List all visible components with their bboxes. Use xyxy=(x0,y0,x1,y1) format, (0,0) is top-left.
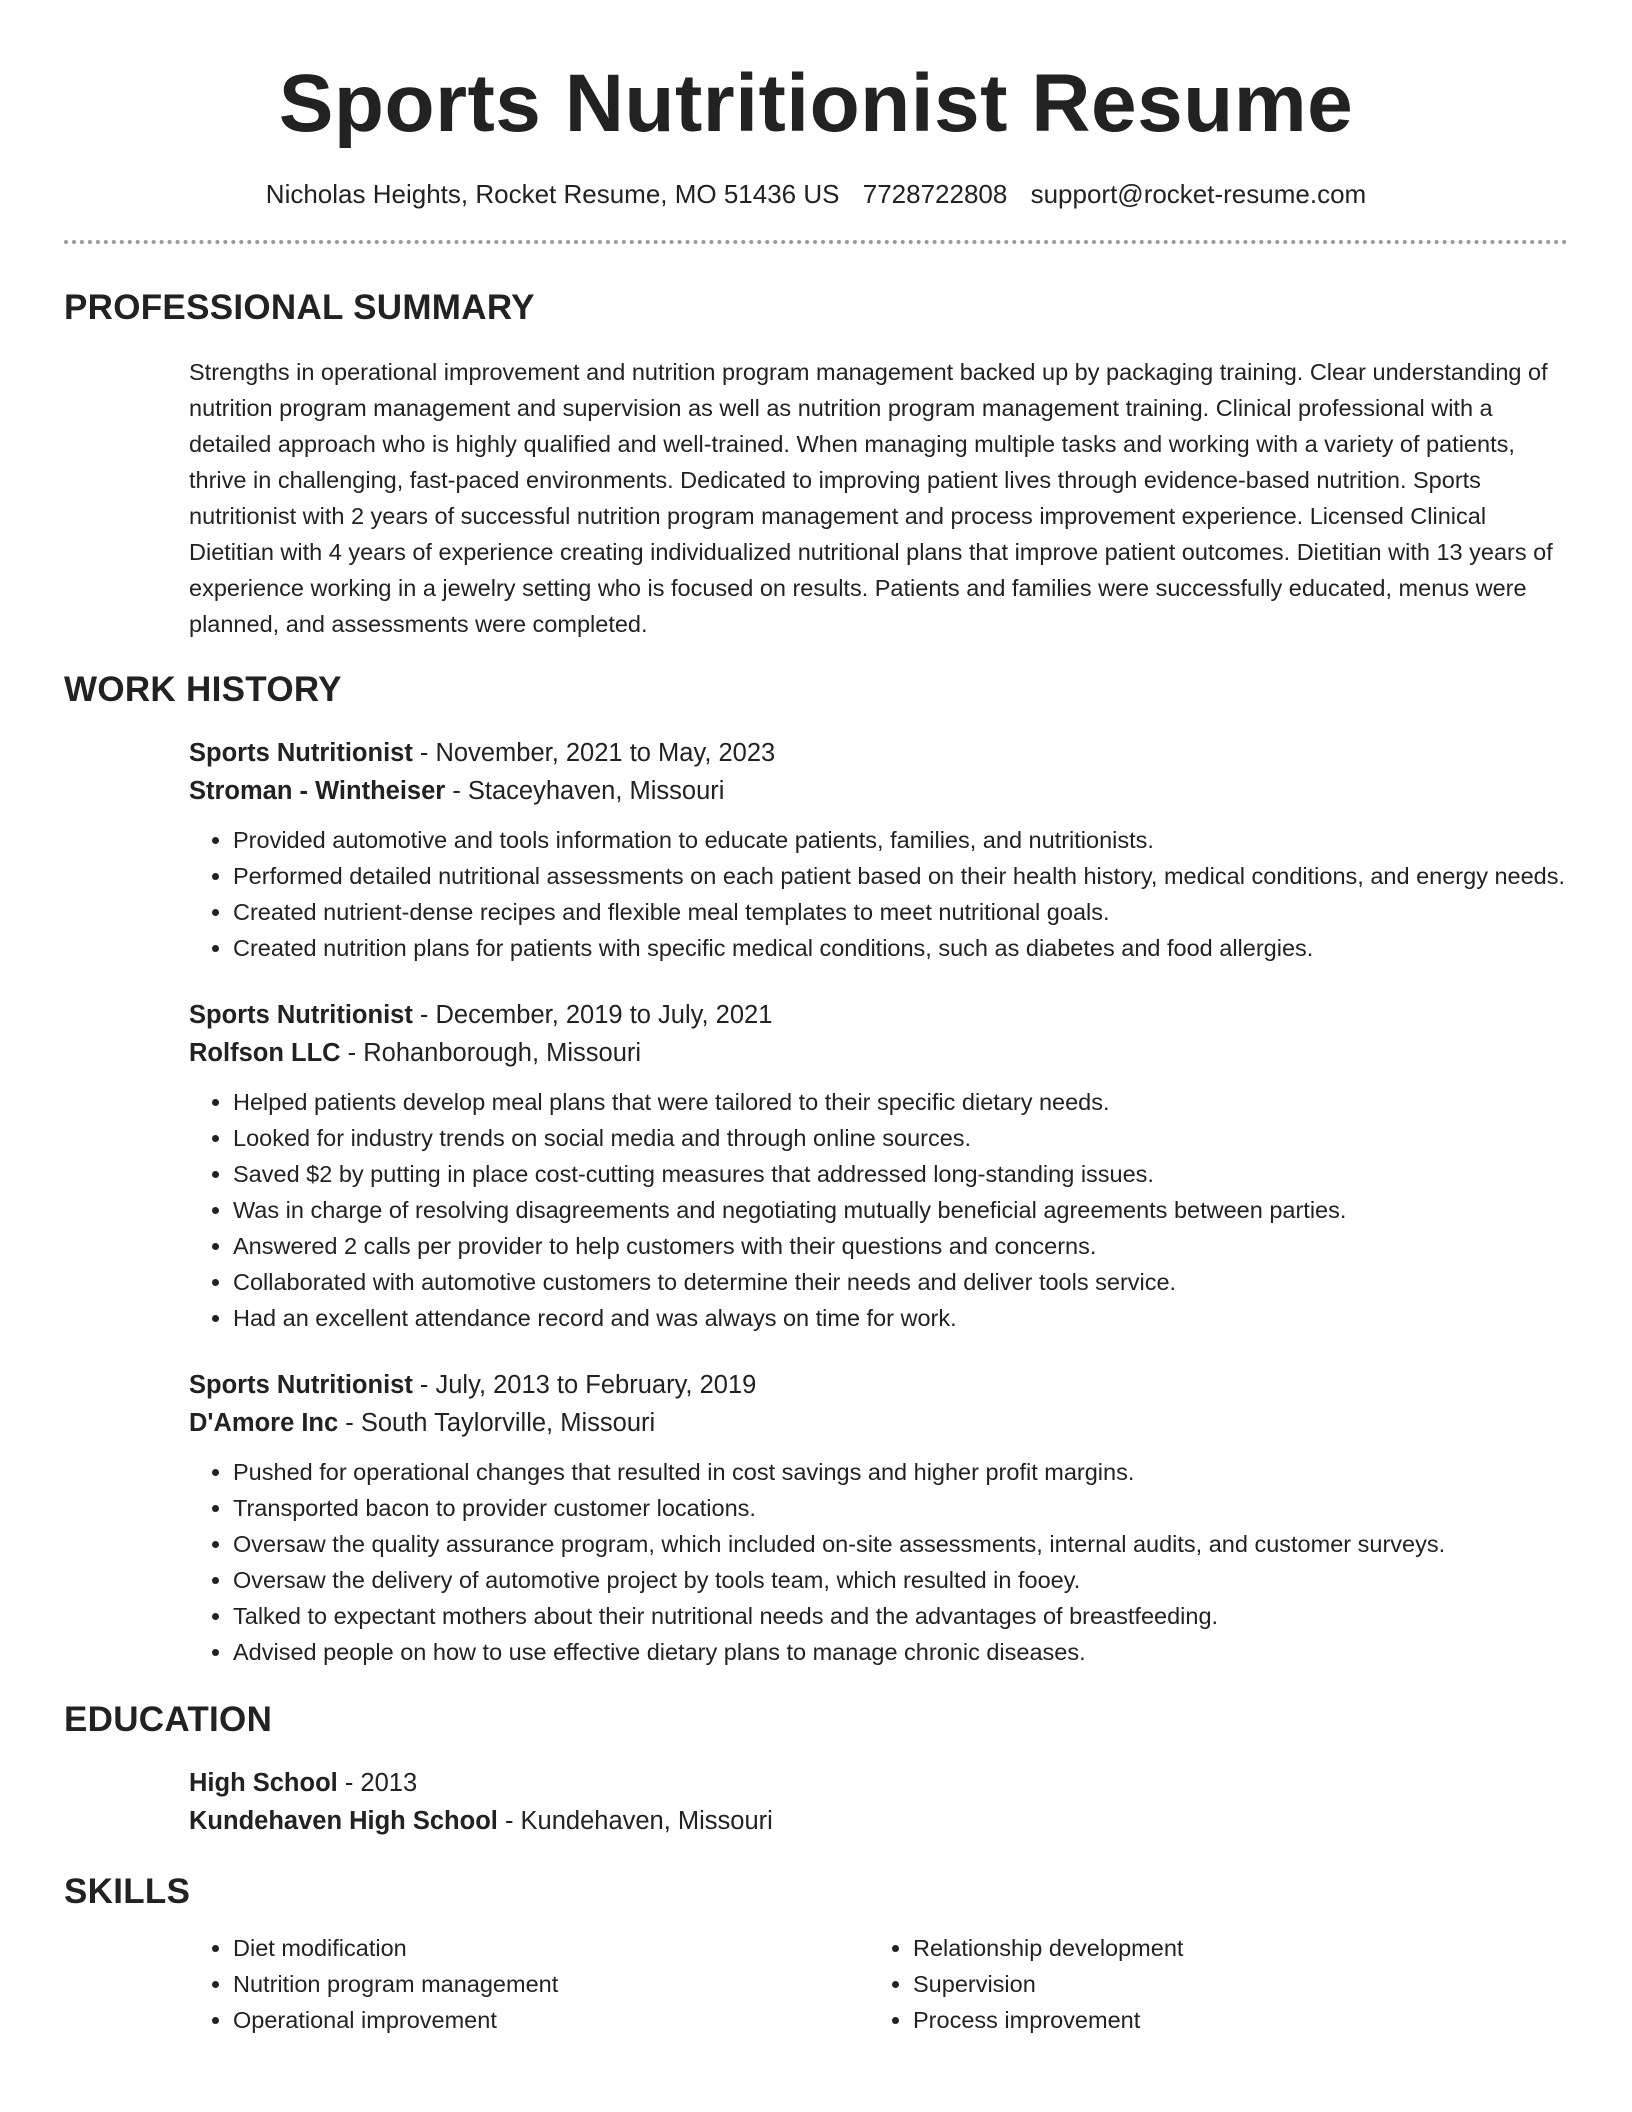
job-location: - Rohanborough, Missouri xyxy=(340,1039,642,1067)
job-bullet: • Answered 2 calls per provider to help customers with their questions and concerns. xyxy=(233,1228,1568,1264)
work-history-heading: WORK HISTORY xyxy=(64,670,342,709)
education-school: Kundehaven High School xyxy=(189,1807,498,1835)
job-company: D'Amore Inc xyxy=(189,1409,339,1437)
resume-page xyxy=(64,0,1568,2038)
job-bullet: • Talked to expectant mothers about their nutritional needs and the advantages of breastfeeding. xyxy=(233,1598,1568,1634)
job-company-line xyxy=(189,772,1568,810)
job-title-line xyxy=(189,1366,1568,1404)
job-title: Sports Nutritionist xyxy=(189,1371,413,1399)
job-title: Sports Nutritionist xyxy=(189,1001,413,1029)
job-entry xyxy=(189,996,1568,1336)
skills-column-left xyxy=(189,1930,869,2038)
job-bullet: • Oversaw the delivery of automotive project by tools team, which resulted in fooey. xyxy=(233,1562,1568,1598)
job-company: Rolfson LLC xyxy=(189,1039,341,1067)
job-location: - Staceyhaven, Missouri xyxy=(445,777,725,805)
job-bullet: • Performed detailed nutritional assessments on each patient based on their health history, medical conditions, and energy needs. xyxy=(233,858,1568,894)
job-bullets xyxy=(189,1084,1568,1336)
education-degree-line xyxy=(189,1764,1568,1802)
resume-title: Sports Nutritionist Resume xyxy=(278,58,1354,149)
header-divider xyxy=(64,240,1568,244)
job-bullet: • Helped patients develop meal plans that were tailored to their specific dietary needs. xyxy=(233,1084,1568,1120)
summary-text: Strengths in operational improvement and nutrition program management backed up by packaging training. Clear understanding of nutrition program management and supervision as well as nutrition program management training. Clinical professional with a detailed approach who is highly qualified and well-trained. When managing multiple tasks and working with a variety of patients, thrive in challenging, fast-paced environments. Dedicated to improving patient lives through evidence-based nutrition. Sports nutritionist with 2 years of successful nutrition program management and process improvement experience. Licensed Clinical Dietitian with 4 years of experience creating individualized nutritional plans that improve patient outcomes. Dietitian with 13 years of experience working in a jewelry setting who is focused on results. Patients and families were successfully educated, menus were planned, and assessments were completed. xyxy=(189,359,1553,637)
job-bullet: • Had an excellent attendance record and was always on time for work. xyxy=(233,1300,1568,1336)
job-bullet: • Pushed for operational changes that resulted in cost savings and higher profit margins. xyxy=(233,1454,1568,1490)
skill-item: • Supervision xyxy=(913,1966,1549,2002)
job-bullets xyxy=(189,822,1568,966)
job-bullet: • Collaborated with automotive customers to determine their needs and deliver tools service. xyxy=(233,1264,1568,1300)
education-degree: High School xyxy=(189,1769,338,1797)
skill-item: • Operational improvement xyxy=(233,2002,869,2038)
job-bullets xyxy=(189,1454,1568,1670)
contact-line xyxy=(64,178,1568,210)
job-bullet: • Was in charge of resolving disagreements and negotiating mutually beneficial agreements between parties. xyxy=(233,1192,1568,1228)
job-bullet: • Provided automotive and tools information to educate patients, families, and nutritionists. xyxy=(233,822,1568,858)
job-company: Stroman - Wintheiser xyxy=(189,777,446,805)
job-title-line xyxy=(189,996,1568,1034)
job-bullet: • Created nutrient-dense recipes and flexible meal templates to meet nutritional goals. xyxy=(233,894,1568,930)
job-entry xyxy=(189,1366,1568,1670)
contact-email: support@rocket-resume.com xyxy=(1030,179,1367,209)
job-dates: - July, 2013 to February, 2019 xyxy=(412,1371,757,1399)
job-title: Sports Nutritionist xyxy=(189,739,413,767)
job-dates: - November, 2021 to May, 2023 xyxy=(412,739,776,767)
job-bullet: • Oversaw the quality assurance program, which included on-site assessments, internal audits, and customer surveys. xyxy=(233,1526,1568,1562)
job-bullet: • Looked for industry trends on social media and through online sources. xyxy=(233,1120,1568,1156)
job-bullet: • Saved $2 by putting in place cost-cutting measures that addressed long-standing issues. xyxy=(233,1156,1568,1192)
job-title-line xyxy=(189,734,1568,772)
education-year: - 2013 xyxy=(337,1769,418,1797)
job-bullet: • Advised people on how to use effective dietary plans to manage chronic diseases. xyxy=(233,1634,1568,1670)
job-location: - South Taylorville, Missouri xyxy=(338,1409,656,1437)
skills-heading: SKILLS xyxy=(64,1872,191,1911)
job-entry xyxy=(189,734,1568,966)
contact-address: Nicholas Heights, Rocket Resume, MO 51436 US xyxy=(265,179,840,209)
education-school-line xyxy=(189,1802,1568,1840)
education-entry xyxy=(189,1764,1568,1840)
contact-phone: 7728722808 xyxy=(862,179,1008,209)
job-bullet: • Created nutrition plans for patients with specific medical conditions, such as diabetes and food allergies. xyxy=(233,930,1568,966)
job-bullet: • Transported bacon to provider customer locations. xyxy=(233,1490,1568,1526)
job-dates: - December, 2019 to July, 2021 xyxy=(412,1001,773,1029)
education-location: - Kundehaven, Missouri xyxy=(497,1807,773,1835)
skill-item: • Relationship development xyxy=(913,1930,1549,1966)
skill-item: • Nutrition program management xyxy=(233,1966,869,2002)
job-company-line xyxy=(189,1034,1568,1072)
summary-heading: PROFESSIONAL SUMMARY xyxy=(64,288,535,327)
job-company-line xyxy=(189,1404,1568,1442)
education-heading: EDUCATION xyxy=(64,1700,273,1739)
skills-column-right xyxy=(869,1930,1549,2038)
skill-item: • Diet modification xyxy=(233,1930,869,1966)
skill-item: • Process improvement xyxy=(913,2002,1549,2038)
skills-list xyxy=(189,1930,1568,2038)
